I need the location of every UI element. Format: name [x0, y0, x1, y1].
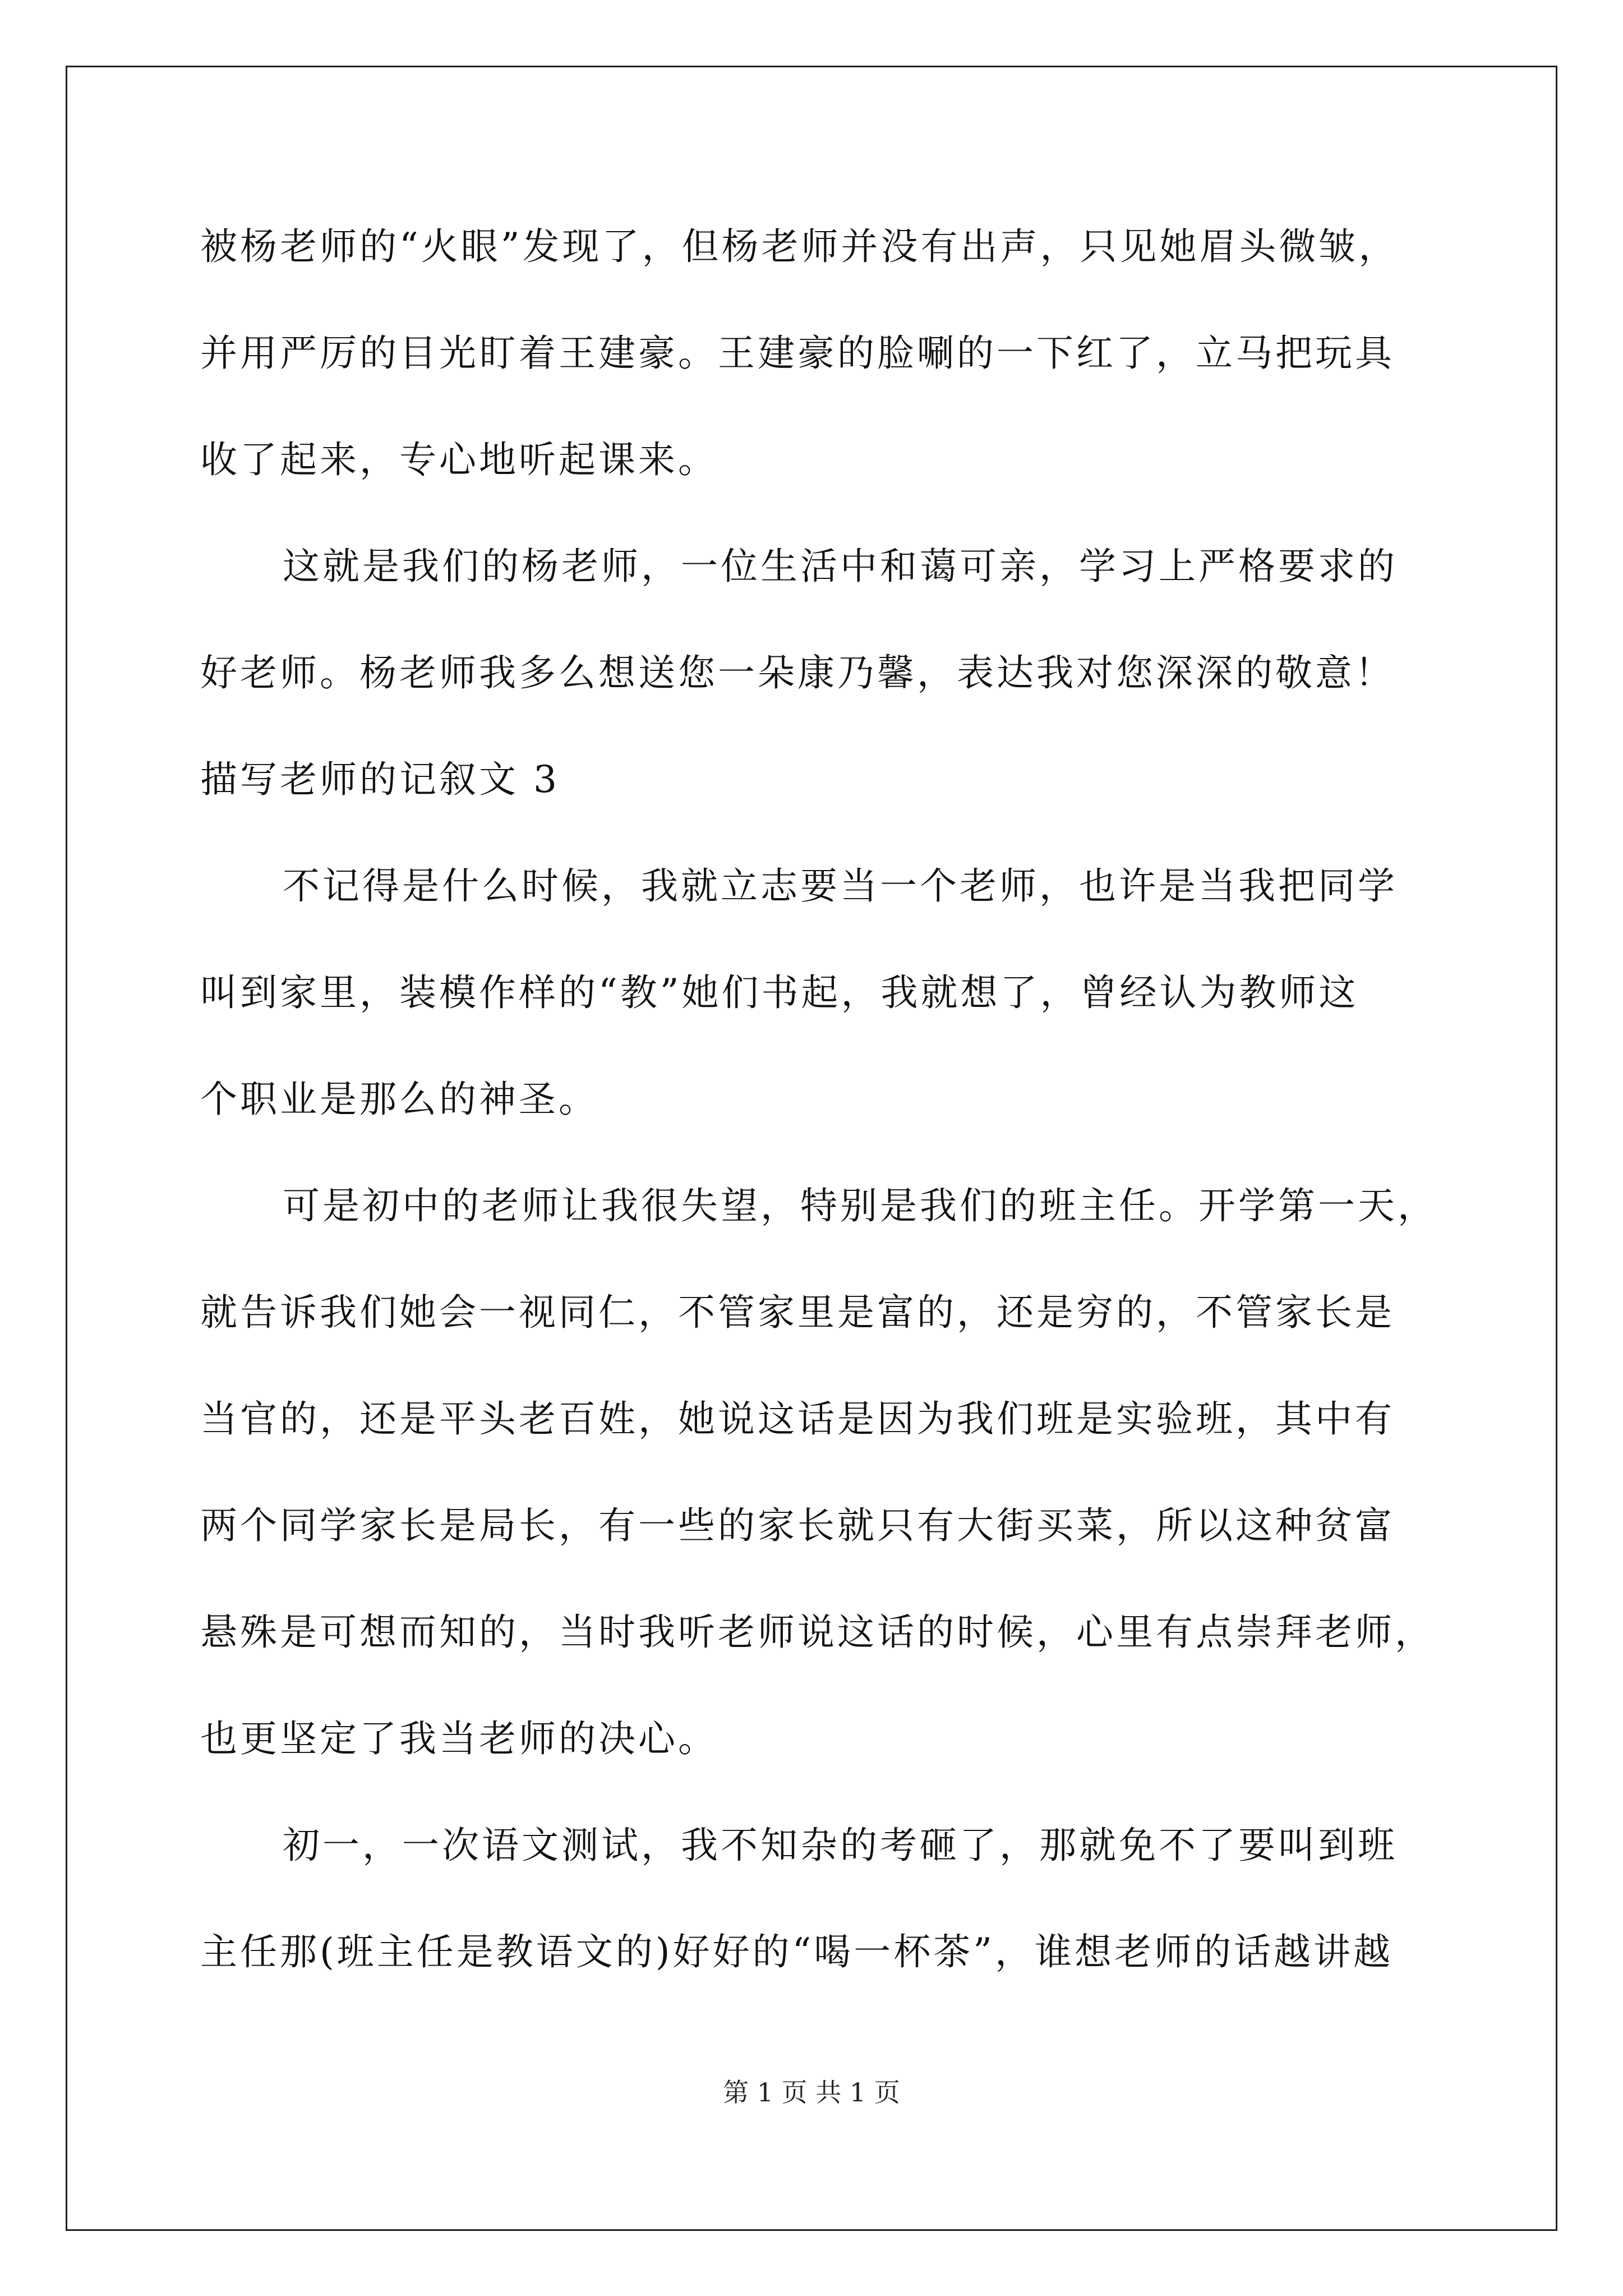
text-line: 并用严厉的目光盯着王建豪。王建豪的脸唰的一下红了，立马把玩具 [200, 332, 1395, 375]
page-number-footer: 第 1 页 共 1 页 [723, 2077, 900, 2108]
text-line: 就告诉我们她会一视同仁，不管家里是富的，还是穷的，不管家长是 [200, 1291, 1395, 1334]
text-line: 好老师。杨老师我多么想送您一朵康乃馨，表达我对您深深的敬意！ [200, 651, 1395, 694]
paragraph-start-line: 这就是我们的杨老师，一位生活中和蔼可亲，学习上严格要求的 [283, 545, 1398, 588]
paragraph-start-line: 可是初中的老师让我很失望，特别是我们的班主任。开学第一天， [283, 1184, 1437, 1227]
paragraph-start-line: 不记得是什么时候，我就立志要当一个老师，也许是当我把同学 [283, 864, 1398, 908]
text-line: 收了起来，专心地听起课来。 [200, 438, 718, 481]
text-line: 悬殊是可想而知的，当时我听老师说这话的时候，心里有点崇拜老师， [200, 1611, 1435, 1654]
text-line: 叫到家里，装模作样的“教”她们书起，我就想了，曾经认为教师这 [200, 971, 1359, 1014]
text-line: 两个同学家长是局长，有一些的家长就只有大街买菜，所以这种贫富 [200, 1504, 1395, 1547]
section-heading: 描写老师的记叙文 3 [200, 758, 560, 801]
text-line: 当官的，还是平头老百姓，她说这话是因为我们班是实验班，其中有 [200, 1397, 1395, 1441]
paragraph-start-line: 初一，一次语文测试，我不知杂的考砸了，那就免不了要叫到班 [283, 1824, 1398, 1867]
text-line: 个职业是那么的神圣。 [200, 1078, 598, 1121]
text-line: 被杨老师的“火眼”发现了，但杨老师并没有出声，只见她眉头微皱， [200, 225, 1399, 268]
text-line: 主任那(班主任是教语文的)好好的“喝一杯茶”，谁想老师的话越讲越 [200, 1930, 1393, 1973]
text-line: 也更坚定了我当老师的决心。 [200, 1717, 718, 1760]
